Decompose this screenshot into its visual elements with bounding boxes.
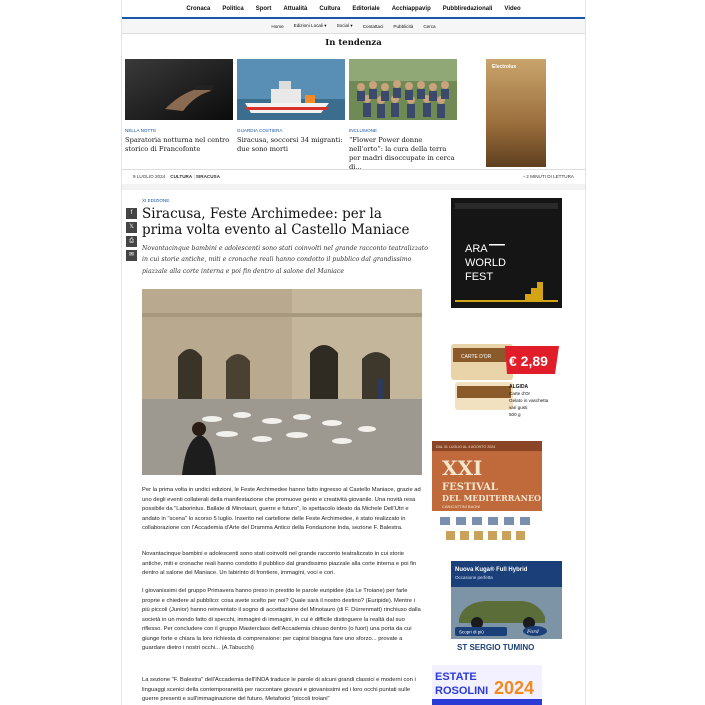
svg-text:DAL 31 LUGLIO AL 4 AGOSTO 2024: DAL 31 LUGLIO AL 4 AGOSTO 2024 (436, 445, 496, 449)
ara-line1: ARA (465, 243, 488, 255)
trending-card[interactable] (349, 59, 457, 172)
category-link-cultura[interactable]: CULTURA (170, 174, 193, 179)
trending-headline[interactable]: Sparatoria notturna nel centro storico di Francofonte (125, 136, 230, 153)
trending-headline[interactable]: Siracusa, soccorsi 34 migranti: due sono morti (237, 136, 343, 153)
svg-text:CARTE D'OR: CARTE D'OR (461, 354, 492, 360)
gelato-ad-graphic (451, 340, 560, 432)
article-date: 9 LUGLIO 2024 (133, 174, 166, 179)
gelato-price: € 2,89 (509, 353, 548, 369)
svg-text:500 g: 500 g (509, 412, 521, 417)
nav-item-video[interactable]: Video (504, 5, 521, 12)
trending-category: GUARDIA COSTIERA (237, 128, 283, 133)
electrolux-brand: Electrolux (492, 64, 517, 70)
svg-text:FESTIVAL: FESTIVAL (442, 482, 498, 493)
nav-item-cronaca[interactable]: Cronaca (186, 5, 211, 12)
section-divider (122, 184, 585, 190)
nav-item-acchiappavip[interactable]: Acchiappavip (391, 5, 431, 12)
article-dek: Novantacinque bambini e adolescenti sono stati coinvolti nel grande racconto teatralizzato in cui storie antiche, miti e cronache reali hanno condotto il pubblico dal grandissimo piazzale alla corte interna e poi fin dentro al salone del Maniace (142, 245, 428, 275)
category-link-siracusa[interactable]: SIRACUSA (195, 174, 220, 179)
article-paragraph: I giovanissimi del gruppo Primavera hanno preso in prestito le parole euripidee (da Le Troiane) per farle proprie e chiedere al pubblico: cosa avete scelto per noi? Quale sarà il nostro destino? (Euripide). Mentre i più piccoli (Junior) hanno reinventato il sogno di accettazione del Minotauro (di F. Dürrenmatt) rinchiuso dalla società in un mondo fatto di specchi, immagini di immagini, in cui è difficile distinguere la realtà dal suo riflesso. Per concludere con il gruppo Masterclass dell'Accademia chiuso dentro (o fuori) una porta da cui giunge forte e chiara la loro richiesta di comprensione: per capirsi bisogna fare uno sforzo... provate a guardare dietro i nostri occhi... (A.Tabucchi) (142, 588, 421, 651)
svg-text:ST SERGIO TUMINO: ST SERGIO TUMINO (457, 643, 535, 652)
ara-ad-graphic (451, 198, 562, 308)
svg-text:Occasione perfetta: Occasione perfetta (455, 575, 493, 580)
trending-category: NELLA NOTTE (125, 128, 157, 133)
trending-category: INCLUSIONE (349, 128, 378, 133)
festival-ad-graphic (432, 441, 542, 549)
festival-mediterraneo-ad[interactable] (432, 441, 542, 549)
trending-image-coast-guard[interactable] (237, 59, 345, 120)
subnav-pubblicita[interactable]: Pubblicità (393, 23, 414, 29)
article-kicker: XI EDIZIONE (142, 198, 170, 203)
svg-text:Gelato in vaschetta: Gelato in vaschetta (509, 398, 549, 403)
subnav-contattaci[interactable]: Contattaci (362, 23, 384, 29)
svg-text:2024: 2024 (494, 678, 535, 698)
nav-item-pubbliredazionali[interactable]: Pubbliredazionali (442, 5, 493, 12)
page-container (121, 0, 586, 705)
subnav-edizioni-locali[interactable]: Edizioni Locali ▾ (293, 23, 327, 28)
secondary-navigation (122, 19, 585, 34)
article-headline: Siracusa, Feste Archimedee: per la prima volta evento al Castello Maniace (142, 206, 410, 238)
subnav-home[interactable]: Home (271, 23, 284, 29)
nav-item-attualita[interactable]: Attualità (283, 5, 308, 12)
nav-item-sport[interactable]: Sport (255, 5, 272, 12)
svg-text:Scopri di più: Scopri di più (459, 629, 484, 635)
facebook-icon[interactable]: f (126, 208, 137, 219)
estate-rosolini-ad[interactable] (432, 663, 542, 705)
email-icon[interactable]: ✉ (126, 250, 137, 261)
trending-card[interactable] (237, 59, 345, 154)
article-meta-bar: 9 LUGLIO 2024 CULTURA | SIRACUSA ◔ 2 MINUTI DI LETTURA (122, 169, 585, 185)
ara-line2: WORLD (465, 257, 506, 269)
electrolux-ad[interactable] (486, 59, 546, 167)
article-hero-image[interactable] (142, 289, 422, 475)
svg-text:Ford: Ford (527, 629, 539, 635)
svg-text:XXI: XXI (442, 456, 483, 480)
trending-title: In tendenza (325, 38, 382, 48)
nav-item-cultura[interactable]: Cultura (319, 5, 341, 12)
svg-text:CANICATTINI BAGNI: CANICATTINI BAGNI (442, 504, 481, 509)
print-icon[interactable]: ⎙ (126, 236, 137, 247)
article-paragraph: La sezione "F. Balestra" dell'Accademia dell'INDA traduce le parole di alcuni grandi classici e moderni con i linguaggi scenici della contemporaneità per raccontare giovani e giovanissimi ed i loro occhi puntati sulle guerre presenti e sull'immaginazione del futuro. Metaforici "piccoli troiani" (142, 677, 416, 702)
article-paragraph: Novantacinque bambini e adolescenti sono stati coinvolti nel grande racconto teatralizzato in cui storie antiche, miti e cronache reali hanno condotto il pubblico dal grandissimo piazzale alla corte interna e poi fin dentro al salone del Maniace. Un labirinto di frontiere, immagini, voci e cori. (142, 551, 417, 576)
svg-text:vari gusti: vari gusti (509, 405, 528, 410)
ford-ad-graphic (451, 561, 562, 654)
svg-text:ALGIDA: ALGIDA (509, 384, 529, 390)
trending-image-shooting[interactable] (125, 59, 233, 120)
svg-text:Nuova Kuga® Full Hybrid: Nuova Kuga® Full Hybrid (455, 567, 528, 573)
svg-text:Carte d'Or: Carte d'Or (509, 391, 531, 396)
twitter-icon[interactable]: 𝕏 (126, 222, 137, 233)
article-paragraph: Per la prima volta in undici edizioni, le Feste Archimedee hanno fatto ingresso al Castello Maniace, grazie ad uno degli eventi collaterali della manifestazione che promuove genio e creatività giovanile. Una novità resa possibile da "Laborintus. Ballate di Minotauri, guerre e futuro", lo spettacolo ideato da Michele Dell'Utri e andato in "scena" lo scorso 5 luglio. Inserito nel cartellone delle Feste Archimedee, è stato realizzato in collaborazione con l'Accademia d'Arte del Dramma Antico della Fondazione Inda, sezione F. Balestra. (142, 487, 421, 531)
subnav-social[interactable]: Social ▾ (336, 23, 353, 28)
ford-kuga-ad[interactable] (451, 561, 562, 654)
reading-time: 2 MINUTI DI LETTURA (526, 174, 574, 179)
nav-item-editoriale[interactable]: Editoriale (352, 5, 380, 12)
trending-headline[interactable]: “Flower Power donne nell'orto”: la cura della terra per madri disoccupate in cerca di... (349, 136, 455, 171)
trending-card[interactable] (125, 59, 233, 154)
clock-icon: ◔ (522, 174, 525, 179)
svg-text:ESTATE: ESTATE (435, 671, 477, 683)
svg-text:ROSOLINI: ROSOLINI (435, 685, 489, 697)
gelato-ad[interactable] (451, 340, 560, 432)
svg-text:DEL MEDITERRANEO: DEL MEDITERRANEO (442, 493, 542, 503)
main-navigation (122, 0, 585, 19)
trending-image-group-photo[interactable] (349, 59, 457, 120)
ara-world-fest-ad[interactable] (451, 198, 562, 308)
subnav-cerca[interactable]: Cerca (423, 23, 436, 29)
nav-item-politica[interactable]: Politica (222, 5, 244, 12)
ara-line3: FEST (465, 271, 494, 283)
estate-ad-graphic (432, 663, 542, 705)
